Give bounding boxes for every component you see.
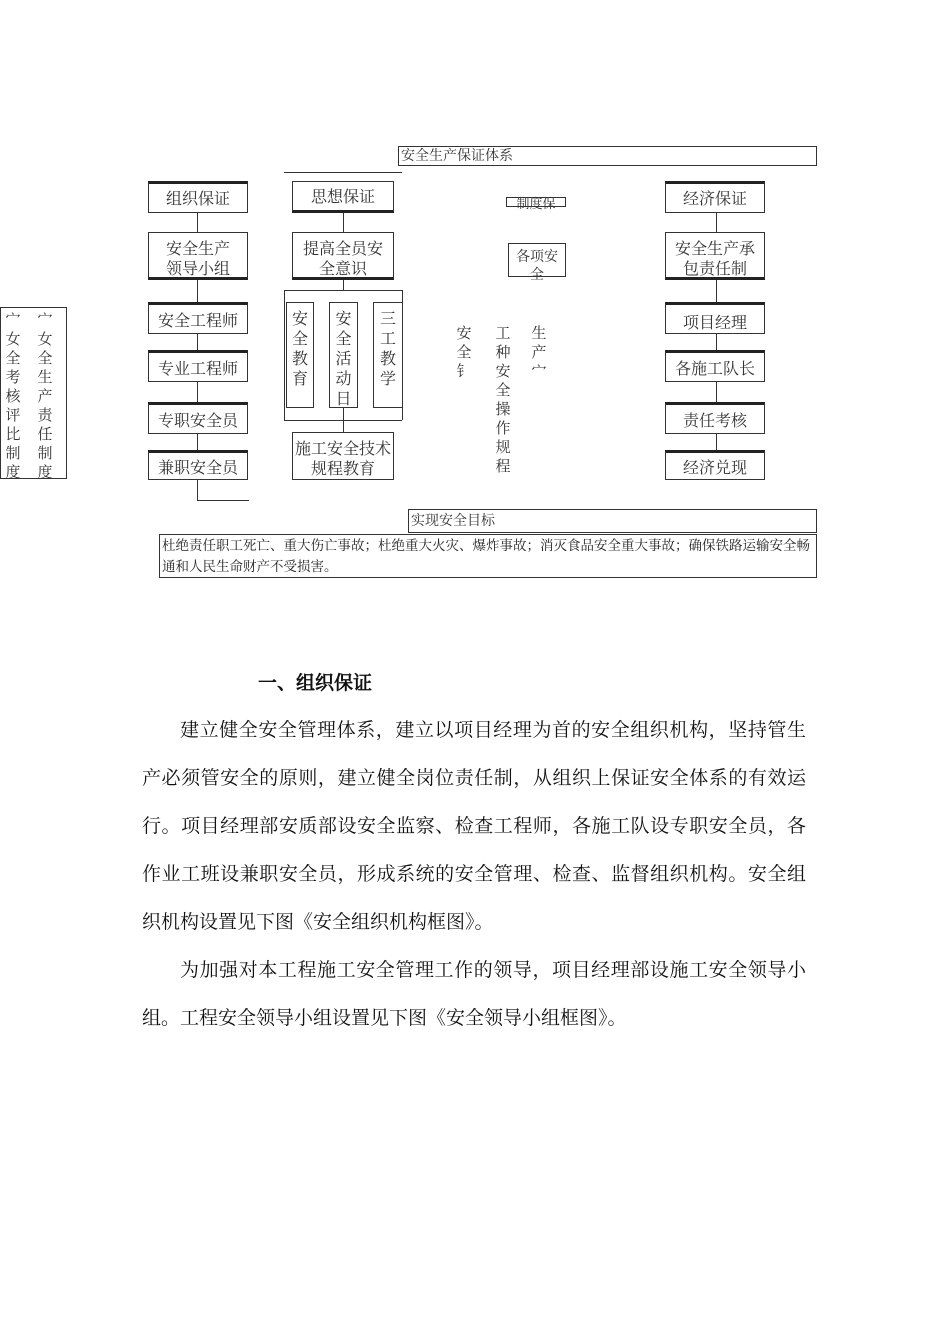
- system-header: 制度保: [506, 197, 566, 207]
- thought-tech: 施工安全技术规程教育: [292, 432, 394, 480]
- econ-box-2: 项目经理: [665, 302, 765, 334]
- econ-box-3: 各施工队长: [665, 350, 765, 382]
- left-col-a: 女全考核评比制度: [5, 330, 21, 481]
- org-box-5: 兼职安全员: [148, 450, 248, 480]
- thought-sub-2: 三工教学: [373, 302, 403, 408]
- thought-sub-1: 安全活动日: [329, 302, 358, 408]
- econ-box-1: 安全生产承包责任制: [665, 232, 765, 280]
- org-box-0: 组织保证: [148, 181, 248, 213]
- goal-title: 实现安全目标: [408, 509, 817, 533]
- goal-description: 杜绝责任职工死亡、重大伤亡事故；杜绝重大火灾、爆炸事故；消灭食品安全重大事故；确保铁路运输安全畅通和人民生命财产不受损害。: [159, 534, 817, 578]
- thought-sub-0: 安全教育: [286, 302, 314, 408]
- thought-stem-2: [343, 408, 344, 432]
- section-heading: 一、组织保证: [258, 672, 373, 694]
- econ-box-5: 经济兑现: [665, 450, 765, 480]
- org-box-4: 专职安全员: [148, 402, 248, 434]
- org-box-1: 安全生产领导小组: [148, 232, 248, 280]
- thought-header: 思想保证: [292, 181, 394, 213]
- thought-branch-left: [284, 290, 285, 420]
- thought-branch: [284, 290, 402, 291]
- econ-box-4: 责任考核: [665, 402, 765, 434]
- org-bottom-line: [197, 500, 249, 501]
- system-col-1: 安全钅: [456, 324, 472, 380]
- org-box-3: 专业工程师: [148, 350, 248, 382]
- left-col-b: 女全生产责任制度: [37, 330, 53, 481]
- thought-stem: [343, 280, 344, 290]
- org-box-2: 安全工程师: [148, 302, 248, 334]
- thought-raise: 提高全员安全意识: [292, 232, 394, 280]
- left-mark-a: 宀: [5, 310, 21, 328]
- system-col-2: 工种安全操作规程: [495, 324, 511, 475]
- system-various: 各项安全: [508, 243, 566, 277]
- system-col-3: 生产宀: [531, 324, 547, 380]
- paragraph-2: 为加强对本工程施工安全管理工作的领导，项目经理部设施工安全领导小组。工程安全领导小组设置见下图《安全领导小组框图》。: [142, 959, 806, 1029]
- left-mark-b: 宀: [37, 310, 53, 328]
- diagram-title: 安全生产保证体系: [398, 146, 817, 166]
- connector: [284, 172, 402, 173]
- econ-box-0: 经济保证: [665, 181, 765, 213]
- paragraph-1: 建立健全安全管理体系，建立以项目经理为首的安全组织机构，坚持管生产必须管安全的原则，建立健全岗位责任制，从组织上保证安全体系的有效运行。项目经理部安质部设安全监察、检查工程师，各施工队设专职安全员，各作业工班设兼职安全员，形成系统的安全管理、检查、监督组织机构。安全组织机构设置见下图《安全组织机构框图》。: [142, 719, 806, 933]
- thought-spine: [343, 210, 344, 234]
